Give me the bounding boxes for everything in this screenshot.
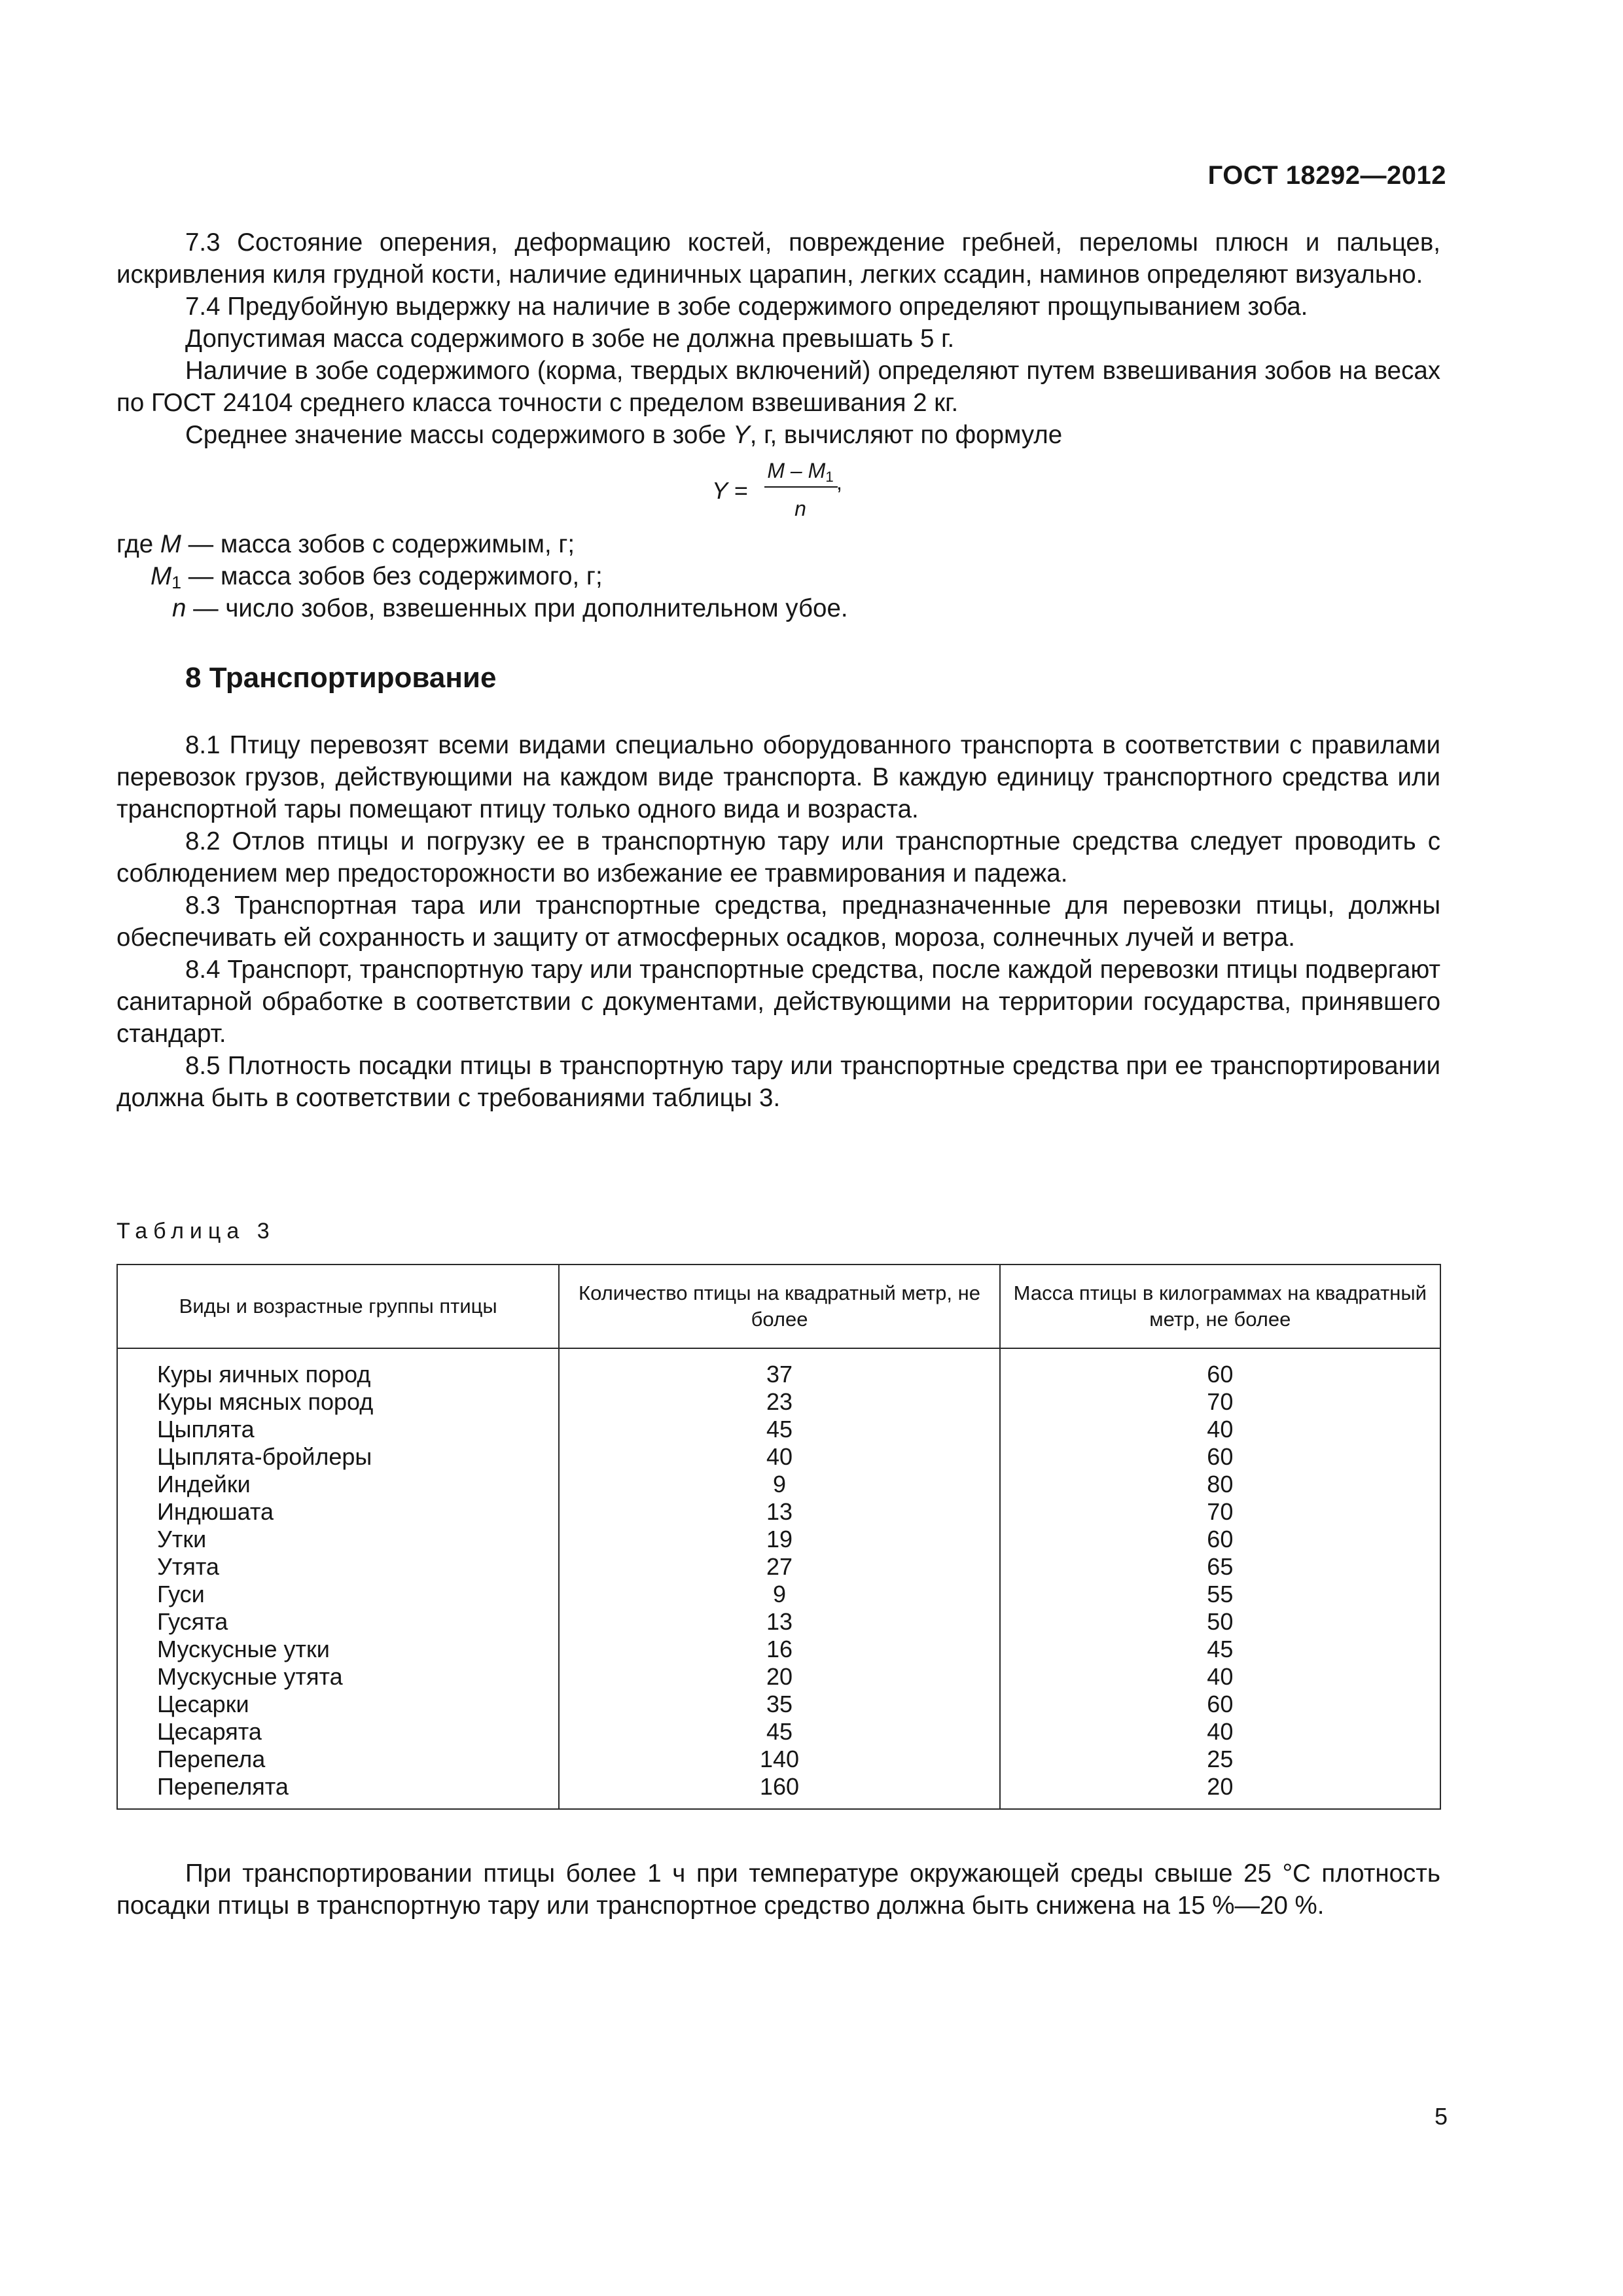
count-per-m2-cell: 27	[559, 1553, 999, 1581]
page-number: 5	[1434, 2103, 1448, 2130]
bird-type-cell: Перепела	[117, 1746, 559, 1773]
paragraph-7-4-limit: Допустимая масса содержимого в зобе не должна превышать 5 г.	[185, 325, 955, 353]
transport-note: При транспортировании птицы более 1 ч при температуре окружающей среды свыше 25 °С плотность посадки птицы в транспортную тару или транспортное средство должна быть снижена на 15 %—20 %.	[116, 1859, 1440, 1920]
table-row	[117, 1718, 1440, 1746]
bird-type-cell: Куры яичных пород	[117, 1348, 559, 1388]
bird-type-cell: Мускусные утята	[117, 1663, 559, 1691]
bird-type-cell: Индейки	[117, 1471, 559, 1498]
table-header-cell: Количество птицы на квадратный метр, не более	[559, 1265, 999, 1348]
count-per-m2-cell: 9	[559, 1581, 999, 1608]
mass-per-m2-cell: 50	[1000, 1608, 1440, 1636]
mass-per-m2-cell: 20	[1000, 1773, 1440, 1809]
count-per-m2-cell: 9	[559, 1471, 999, 1498]
bird-type-cell: Гуси	[117, 1581, 559, 1608]
mass-per-m2-cell: 70	[1000, 1388, 1440, 1416]
mass-per-m2-cell: 40	[1000, 1663, 1440, 1691]
definition-m1: $M_1$ — масса зобов без содержимого, г;	[151, 562, 603, 592]
paragraph-7-3: 7.3 Состояние оперения, деформацию костей, повреждение гребней, переломы плюсн и пальцев, искривления киля грудной кости, наличие единичных царапин, легких ссадин, наминов определяют визуально.	[116, 228, 1440, 289]
paragraph-7-4-weighing: Наличие в зобе содержимого (корма, твердых включений) определяют путем взвешивания зобов на весах по ГОСТ 24104 среднего класса точности с пределом взвешивания 2 кг.	[116, 357, 1440, 417]
table-row	[117, 1608, 1440, 1636]
bird-type-cell: Гусята	[117, 1608, 559, 1636]
paragraph-8-1: 8.1 Птицу перевозят всеми видами специально оборудованного транспорта в соответствии с правилами перевозок грузов, действующими на каждом виде транспорта. В каждую единицу транспортного средства или транспортной тары помещают птицу только одного вида и возраста.	[116, 731, 1440, 823]
table-row	[117, 1636, 1440, 1663]
mass-per-m2-cell: 65	[1000, 1553, 1440, 1581]
fraction-bar	[764, 486, 838, 488]
bird-type-cell: Индюшата	[117, 1498, 559, 1526]
count-per-m2-cell: 23	[559, 1388, 999, 1416]
mass-per-m2-cell: 40	[1000, 1718, 1440, 1746]
table-row	[117, 1388, 1440, 1416]
table-header-cell: Масса птицы в килограммах на квадратный метр, не более	[1000, 1265, 1440, 1348]
table-body	[117, 1348, 1440, 1809]
bird-type-cell: Куры мясных пород	[117, 1388, 559, 1416]
table-row	[117, 1581, 1440, 1608]
bird-type-cell: Утки	[117, 1526, 559, 1553]
paragraph-8-4: 8.4 Транспорт, транспортную тару или транспортные средства, после каждой перевозки птицы подвергают санитарной обработке в соответствии с документами, действующими на территории государства, принявшего стандарт.	[116, 956, 1440, 1048]
definition-n: n — число зобов, взвешенных при дополнительном убое.	[172, 594, 848, 622]
mass-per-m2-cell: 55	[1000, 1581, 1440, 1608]
count-per-m2-cell: 20	[559, 1663, 999, 1691]
mass-per-m2-cell: 25	[1000, 1746, 1440, 1773]
bird-type-cell: Цыплята-бройлеры	[117, 1443, 559, 1471]
formula-denominator: n	[794, 497, 806, 520]
count-per-m2-cell: 45	[559, 1718, 999, 1746]
table-row	[117, 1746, 1440, 1773]
formula-comma: ,	[836, 471, 842, 494]
table-row	[117, 1773, 1440, 1809]
count-per-m2-cell: 13	[559, 1608, 999, 1636]
mass-per-m2-cell: 60	[1000, 1348, 1440, 1388]
table-caption: Таблица 3	[116, 1219, 276, 1244]
table-row	[117, 1416, 1440, 1443]
table-row	[117, 1691, 1440, 1718]
bird-type-cell: Цесарята	[117, 1718, 559, 1746]
formula-lhs: Y =	[712, 477, 748, 504]
bird-type-cell: Перепелята	[117, 1773, 559, 1809]
table-header-row	[117, 1265, 1440, 1348]
density-table	[116, 1264, 1441, 1810]
section-title: 8 Транспортирование	[185, 662, 497, 694]
mass-per-m2-cell: 60	[1000, 1526, 1440, 1553]
count-per-m2-cell: 140	[559, 1746, 999, 1773]
variable-definitions	[116, 528, 1440, 624]
definition-m: где M — масса зобов с содержимым, г;	[116, 530, 575, 558]
table-row	[117, 1348, 1440, 1388]
count-per-m2-cell: 45	[559, 1416, 999, 1443]
paragraph-7-4: 7.4 Предубойную выдержку на наличие в зобе содержимого определяют прощупыванием зоба.	[185, 293, 1308, 321]
mass-per-m2-cell: 60	[1000, 1443, 1440, 1471]
paragraph-8-5: 8.5 Плотность посадки птицы в транспортную тару или транспортные средства при ее транспортировании должна быть в соответствии с требованиями таблицы 3.	[116, 1052, 1440, 1112]
mass-per-m2-cell: 45	[1000, 1636, 1440, 1663]
formula	[116, 455, 1440, 528]
table-row	[117, 1663, 1440, 1691]
mass-per-m2-cell: 80	[1000, 1471, 1440, 1498]
count-per-m2-cell: 16	[559, 1636, 999, 1663]
table-row	[117, 1471, 1440, 1498]
bird-type-cell: Мускусные утки	[117, 1636, 559, 1663]
after-table-text	[116, 1857, 1440, 1922]
bird-type-cell: Цесарки	[117, 1691, 559, 1718]
table-row	[117, 1498, 1440, 1526]
count-per-m2-cell: 40	[559, 1443, 999, 1471]
bird-type-cell: Утята	[117, 1553, 559, 1581]
table-row	[117, 1553, 1440, 1581]
mass-per-m2-cell: 70	[1000, 1498, 1440, 1526]
table-header-cell: Виды и возрастные группы птицы	[117, 1265, 559, 1348]
bird-type-cell: Цыплята	[117, 1416, 559, 1443]
paragraph-7-4-formula-intro: Среднее значение массы содержимого в зобе Y, г, вычисляют по формуле	[185, 421, 1063, 449]
count-per-m2-cell: 37	[559, 1348, 999, 1388]
count-per-m2-cell: 35	[559, 1691, 999, 1718]
formula-numerator: M – $M_1$	[767, 459, 834, 485]
mass-per-m2-cell: 40	[1000, 1416, 1440, 1443]
count-per-m2-cell: 19	[559, 1526, 999, 1553]
paragraph-8-3: 8.3 Транспортная тара или транспортные средства, предназначенные для перевозки птицы, должны обеспечивать ей сохранность и защиту от атмосферных осадков, мороза, солнечных лучей и ветра.	[116, 891, 1440, 952]
count-per-m2-cell: 160	[559, 1773, 999, 1809]
document-header: ГОСТ 18292—2012	[1207, 161, 1446, 190]
mass-per-m2-cell: 60	[1000, 1691, 1440, 1718]
count-per-m2-cell: 13	[559, 1498, 999, 1526]
table-row	[117, 1526, 1440, 1553]
paragraph-8-2: 8.2 Отлов птицы и погрузку ее в транспортную тару или транспортные средства следует проводить с соблюдением мер предосторожности во избежание ее травмирования и падежа.	[116, 827, 1440, 888]
body-text	[116, 226, 1440, 1114]
table-row	[117, 1443, 1440, 1471]
